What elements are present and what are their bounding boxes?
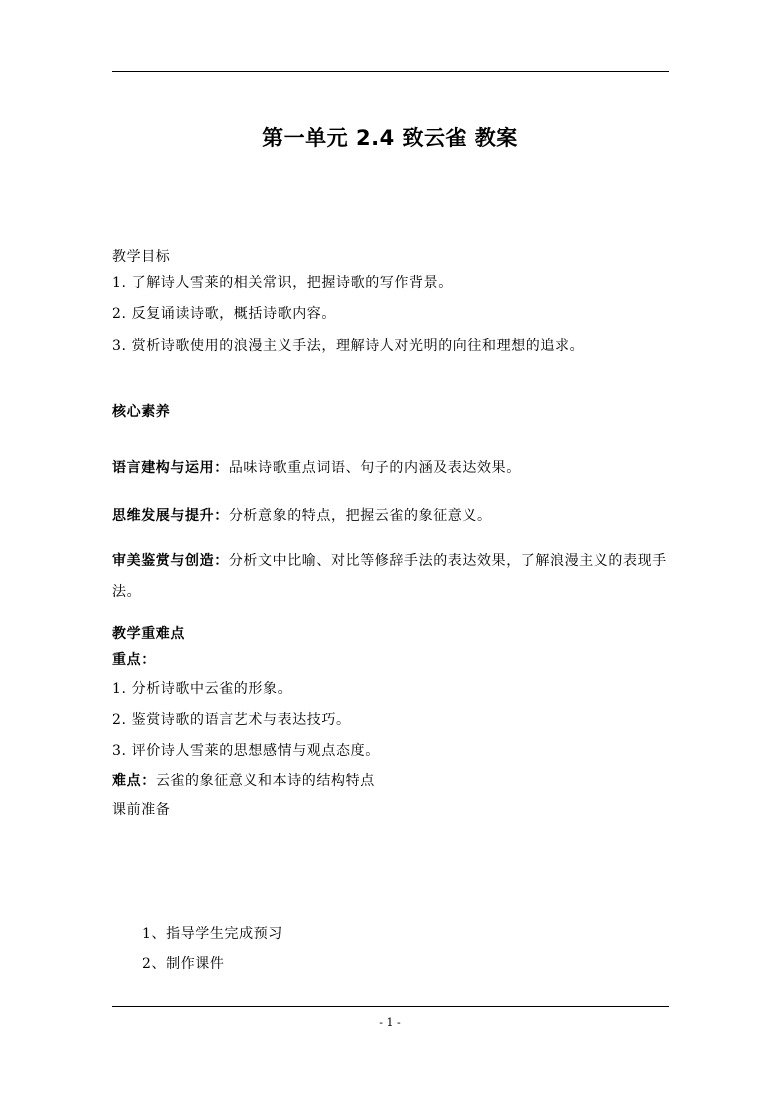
literacy-item-2: [112, 506, 492, 526]
focus-item-3: 3. 评价诗人雪莱的思想感情与观点态度。: [112, 743, 380, 759]
difficulty-line: [112, 771, 375, 791]
literacy-item-2-text: 分析意象的特点，把握云雀的象征意义。: [228, 508, 492, 524]
literacy-item-1-label: 语言建构与运用：: [112, 460, 229, 476]
literacy-item-1-text: 品味诗歌重点词语、句子的内涵及表达效果。: [228, 460, 521, 476]
page-title: 第一单元 2.4 致云雀 教案: [262, 126, 518, 150]
footer-rule: [112, 1006, 669, 1007]
key-points-heading: 教学重难点: [112, 626, 185, 642]
difficulty-label: 难点：: [112, 773, 156, 789]
page-number: - 1 -: [379, 1016, 401, 1029]
focus-item-1: 1. 分析诗歌中云雀的形象。: [112, 681, 293, 697]
literacy-item-2-label: 思维发展与提升：: [112, 508, 229, 524]
preparation-heading: 课前准备: [112, 802, 171, 818]
objectives-heading: 教学目标: [112, 249, 171, 265]
objective-item-2: 2. 反复诵读诗歌，概括诗歌内容。: [112, 306, 337, 322]
literacy-item-3: [112, 546, 669, 608]
objective-item-3: 3. 赏析诗歌使用的浪漫主义手法，理解诗人对光明的向往和理想的追求。: [112, 338, 585, 354]
difficulty-text: 云雀的象征意义和本诗的结构特点: [155, 773, 375, 789]
objective-item-1: 1. 了解诗人雪莱的相关常识，把握诗歌的写作背景。: [112, 275, 453, 291]
header-rule: [112, 71, 669, 72]
preparation-item-2: 2、制作课件: [142, 956, 225, 972]
literacy-item-3-text: 分析文中比喻、对比等修辞手法的表达效果，了解浪漫主义的表现手法。: [112, 553, 667, 600]
literacy-heading: 核心素养: [112, 404, 171, 420]
focus-item-2: 2. 鉴赏诗歌的语言艺术与表达技巧。: [112, 712, 351, 728]
literacy-item-1: [112, 458, 521, 478]
preparation-item-1: 1、指导学生完成预习: [142, 926, 283, 942]
literacy-item-3-label: 审美鉴赏与创造：: [112, 553, 229, 569]
focus-label: 重点：: [112, 652, 156, 668]
